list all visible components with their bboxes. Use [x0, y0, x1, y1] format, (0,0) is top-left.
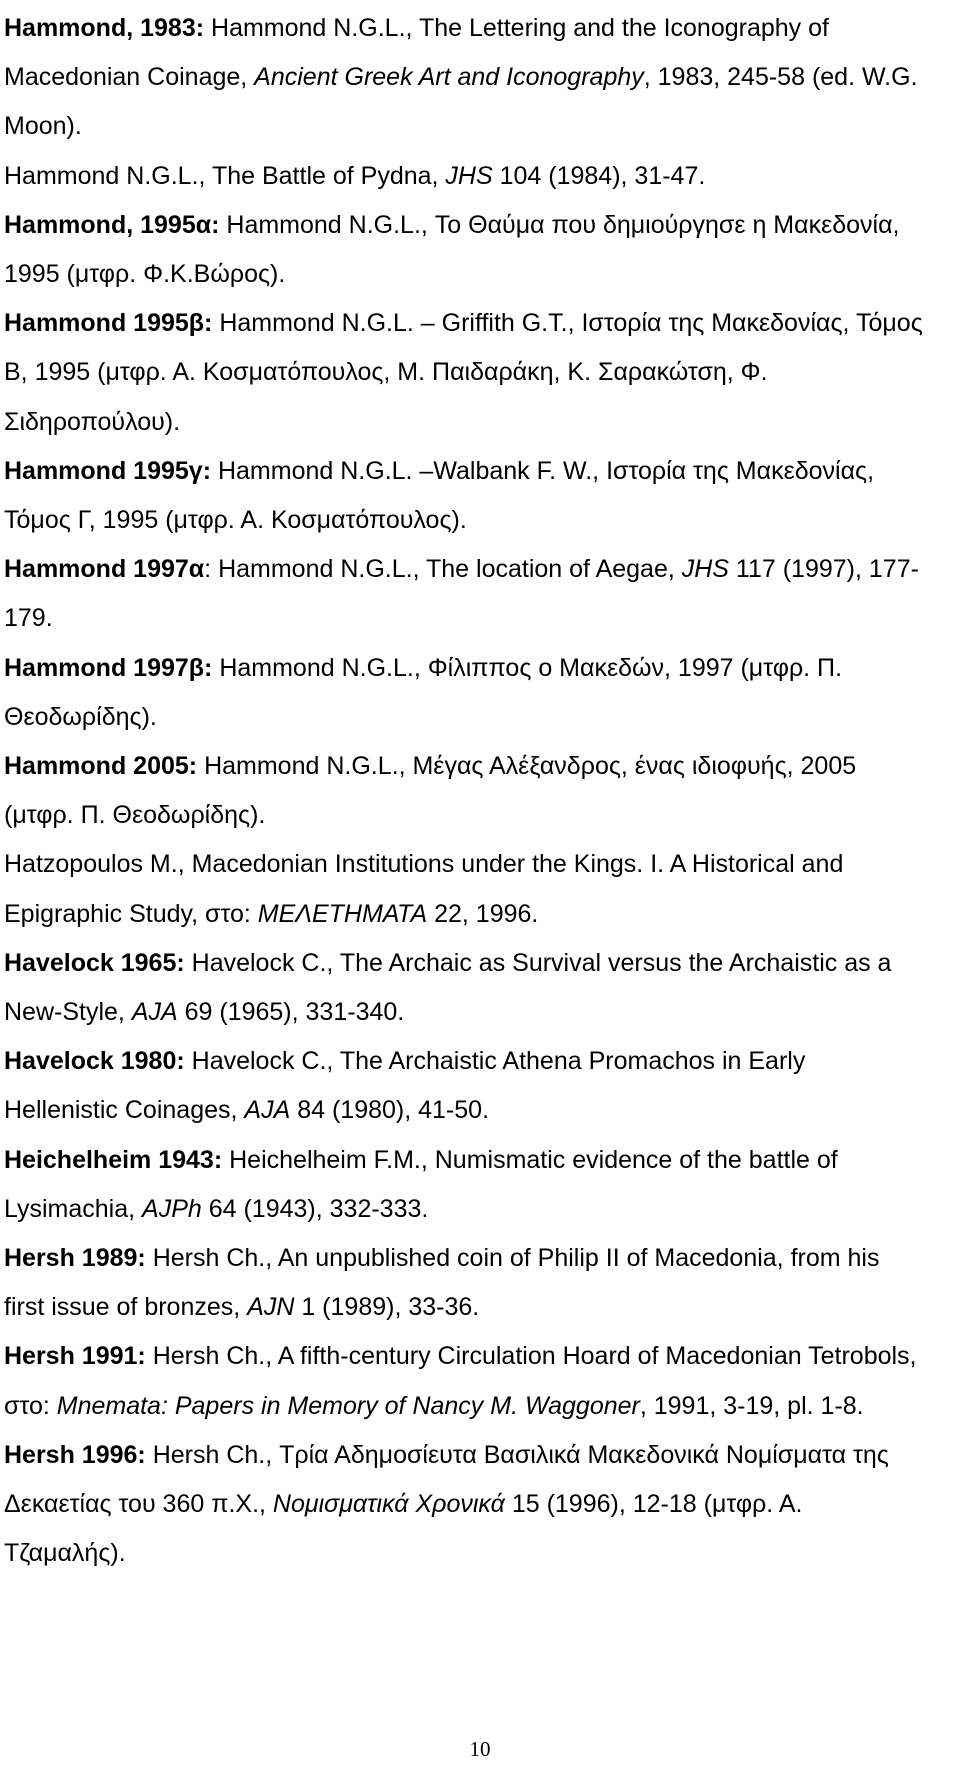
entry-text: Hammond N.G.L., Φίλιππος ο Μακεδών, 1997 (μτφρ. Π. Θεοδωρίδης). — [4, 653, 843, 731]
entry-text: Hersh Ch., A fifth-century Circulation Hoard of Macedonian Tetrobols, στο: — [4, 1342, 917, 1420]
bibliography-entry — [4, 201, 924, 299]
entry-publication-title: Mnemata: Papers in Memory of Nancy M. Waggoner — [56, 1391, 640, 1420]
entry-text: Hammond N.G.L., The Lettering and the Iconography of Macedonian Coinage, — [4, 14, 829, 92]
entry-text: 84 (1980), 41-50. — [290, 1096, 490, 1125]
entry-citation-key: Hammond 1997α — [4, 555, 205, 584]
bibliography-entry — [4, 1332, 924, 1430]
entry-text: Hammond N.G.L. – Griffith G.T., Ιστορία της Μακεδονίας, Τόμος Β, 1995 (μτφρ. Α. Κοσματόπουλος, Μ. Παιδαράκη, Κ. Σαρακώτση, Φ. Σιδηροπούλου). — [4, 309, 923, 436]
bibliography-entry — [4, 939, 924, 1037]
entry-publication-title: Ancient Greek Art and Iconography — [254, 63, 644, 92]
entry-citation-key: Havelock 1965: — [4, 948, 185, 977]
entry-publication-title: AJN — [247, 1293, 295, 1322]
entry-text: Hersh Ch., An unpublished coin of Philip II of Macedonia, from his first issue of bronzes, — [4, 1244, 880, 1322]
bibliography-entry — [4, 447, 924, 545]
bibliography-entry — [4, 152, 924, 201]
entry-publication-title: Νομισματικά Χρονικά — [272, 1490, 505, 1519]
bibliography-entry — [4, 1431, 924, 1579]
entry-text: Hatzopoulos M., Macedonian Institutions under the Kings. I. A Historical and Epigraphic Study, στο: — [4, 850, 844, 928]
entry-citation-key: Hammond, 1983: — [4, 14, 205, 42]
entry-publication-title: AJA — [244, 1096, 291, 1125]
page-number: 10 — [469, 1737, 491, 1761]
bibliography-entry — [4, 4, 924, 152]
entry-text: Heichelheim F.M., Numismatic evidence of the battle of Lysimachia, — [4, 1145, 838, 1223]
entry-text: : Hammond N.G.L., The location of Aegae, — [204, 555, 682, 584]
bibliography-entry — [4, 742, 924, 840]
entry-citation-key: Hammond 1995β: — [4, 309, 213, 338]
entry-citation-key: Heichelheim 1943: — [4, 1145, 223, 1174]
entry-text: Havelock C., The Archaistic Athena Promachos in Early Hellenistic Coinages, — [4, 1047, 806, 1125]
bibliography-entry — [4, 840, 924, 938]
entry-publication-title: AJA — [131, 998, 178, 1027]
entry-publication-title: ΜΕΛΕΤΗΜΑΤΑ — [257, 899, 428, 928]
bibliography-entry — [4, 545, 924, 643]
entry-publication-title: AJPh — [142, 1194, 202, 1223]
entry-text: 15 (1996), 12-18 (μτφρ. Α. Τζαμαλής). — [4, 1490, 803, 1568]
entry-citation-key: Havelock 1980: — [4, 1047, 185, 1076]
entry-text: Hammond N.G.L., The Battle of Pydna, — [4, 161, 446, 190]
entry-text: , 1991, 3-19, pl. 1-8. — [639, 1391, 864, 1420]
entry-publication-title: JHS — [445, 161, 493, 190]
entry-citation-key: Hammond 1997β: — [4, 653, 213, 682]
bibliography-entry — [4, 299, 924, 447]
entry-text: 1 (1989), 33-36. — [294, 1293, 480, 1322]
entry-text: 104 (1984), 31-47. — [492, 161, 706, 190]
bibliography-entry — [4, 1136, 924, 1234]
entry-text: Havelock C., The Archaic as Survival versus the Archaistic as a New-Style, — [4, 948, 892, 1027]
entry-text: , 1983, 245-58 (ed. W.G. Moon). — [4, 63, 918, 141]
entry-text: 69 (1965), 331-340. — [177, 998, 405, 1027]
bibliography-entry — [4, 1234, 924, 1332]
bibliography-list — [4, 4, 924, 1579]
entry-text: Hersh Ch., Τρία Αδημοσίευτα Βασιλικά Μακεδονικά Νομίσματα της Δεκαετίας του 360 π.Χ., — [4, 1440, 889, 1519]
bibliography-entry — [4, 1037, 924, 1135]
entry-citation-key: Hersh 1989: — [4, 1244, 146, 1273]
entry-citation-key: Hersh 1991: — [4, 1342, 146, 1371]
entry-text: Hammond N.G.L., Το Θαύμα που δημιούργησε η Μακεδονία, 1995 (μτφρ. Φ.Κ.Βώρος). — [4, 210, 900, 289]
entry-text: Hammond N.G.L. –Walbank F. W., Ιστορία της Μακεδονίας, Τόμος Γ, 1995 (μτφρ. Α. Κοσματόπουλος). — [4, 456, 875, 535]
entry-citation-key: Hammond, 1995α: — [4, 210, 220, 239]
entry-text: Hammond N.G.L., Μέγας Αλέξανδρος, ένας ιδιοφυής, 2005 (μτφρ. Π. Θεοδωρίδης). — [4, 752, 857, 830]
entry-citation-key: Hersh 1996: — [4, 1440, 146, 1469]
entry-citation-key: Hammond 2005: — [4, 752, 198, 781]
entry-text: 117 (1997), 177-179. — [4, 555, 919, 633]
entry-citation-key: Hammond 1995γ: — [4, 456, 212, 485]
entry-text: 22, 1996. — [427, 899, 539, 928]
bibliography-entry — [4, 644, 924, 742]
entry-publication-title: JHS — [681, 555, 729, 584]
entry-text: 64 (1943), 332-333. — [201, 1194, 429, 1223]
